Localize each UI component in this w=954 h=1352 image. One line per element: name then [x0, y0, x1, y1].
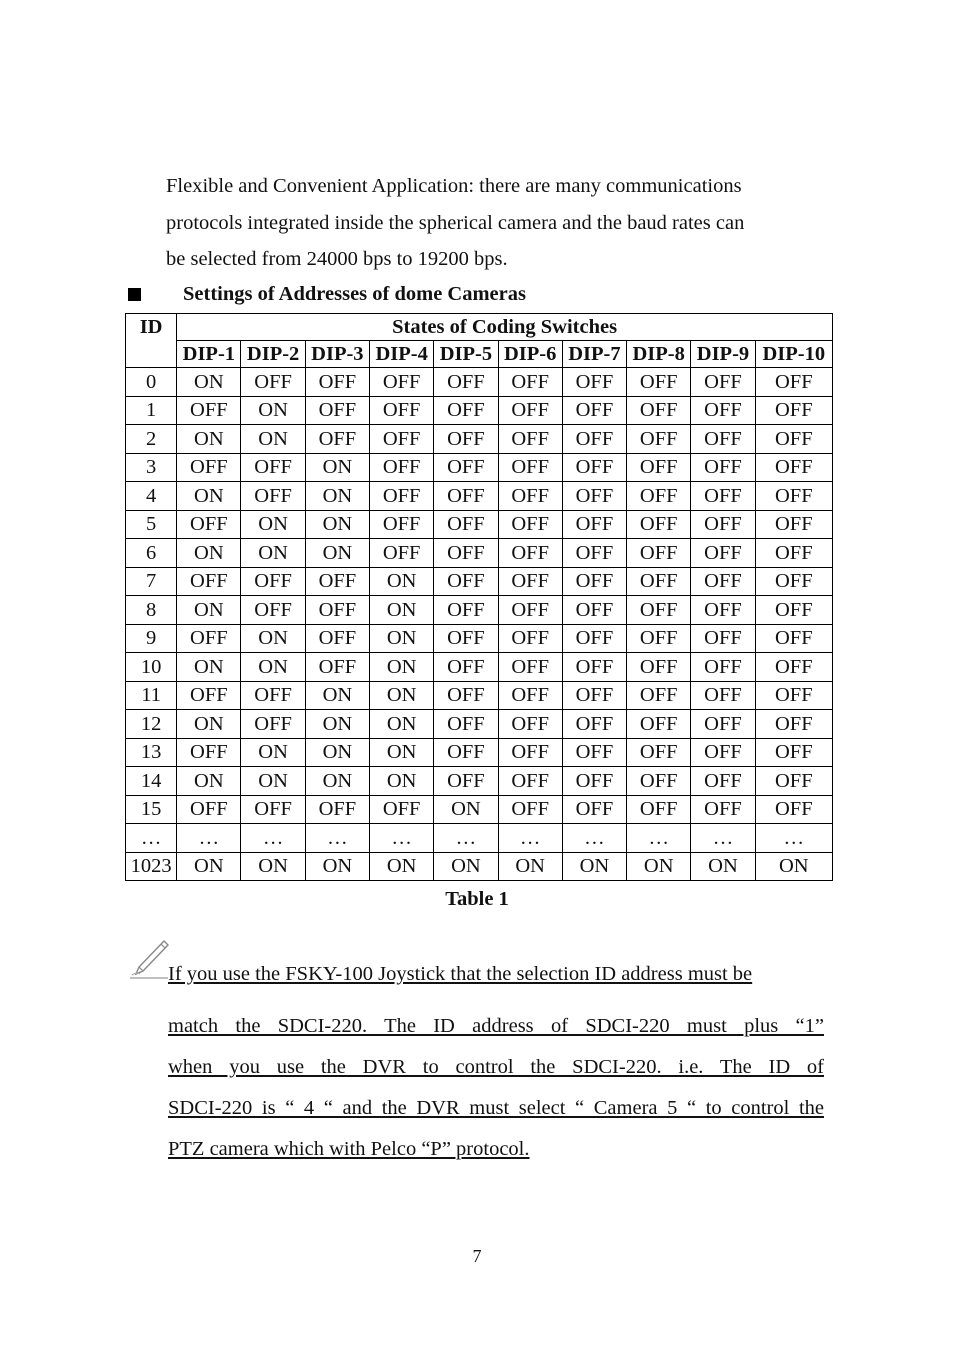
switch-state-cell: OFF [498, 767, 562, 796]
switch-state-cell: OFF [627, 738, 691, 767]
switch-state-cell: OFF [562, 681, 626, 710]
switch-state-cell: OFF [755, 425, 832, 454]
note-line: SDCI-220 is “ 4 “ and the DVR must select “ Camera 5 “ to control the [168, 1097, 824, 1119]
note-line: PTZ camera which with Pelco “P” protocol. [168, 1138, 530, 1160]
table-row [126, 567, 833, 596]
switch-state-cell: OFF [241, 567, 305, 596]
switch-state-cell: ON [434, 795, 498, 824]
switch-state-cell: ON [241, 539, 305, 568]
note-line: If you use the FSKY-100 Joystick that the selection ID address must be [168, 963, 753, 985]
table-row [126, 596, 833, 625]
switch-state-cell: OFF [498, 738, 562, 767]
switch-state-cell: OFF [305, 567, 369, 596]
table-row [126, 539, 833, 568]
switch-state-cell: ON [370, 567, 434, 596]
switch-state-cell: … [434, 824, 498, 853]
switch-state-cell: OFF [627, 710, 691, 739]
switch-state-cell: OFF [305, 396, 369, 425]
switch-state-cell: … [755, 824, 832, 853]
id-cell: 13 [126, 738, 177, 767]
switch-state-cell: OFF [434, 368, 498, 397]
switch-state-cell: OFF [498, 453, 562, 482]
switch-state-cell: OFF [434, 539, 498, 568]
switch-state-cell: OFF [305, 795, 369, 824]
switch-state-cell: OFF [691, 624, 755, 653]
id-cell: … [126, 824, 177, 853]
switch-state-cell: OFF [562, 710, 626, 739]
switch-state-cell: OFF [627, 368, 691, 397]
switch-state-cell: OFF [562, 482, 626, 511]
table-row [126, 425, 833, 454]
id-cell: 2 [126, 425, 177, 454]
switch-state-cell: ON [177, 852, 241, 881]
switch-state-cell: OFF [755, 596, 832, 625]
switch-state-cell: ON [370, 852, 434, 881]
switch-state-cell: ON [691, 852, 755, 881]
switch-state-cell: ON [305, 681, 369, 710]
switch-state-cell: OFF [755, 482, 832, 511]
switch-state-cell: OFF [627, 396, 691, 425]
switch-state-cell: ON [177, 653, 241, 682]
table-row [126, 738, 833, 767]
switch-state-cell: OFF [562, 539, 626, 568]
switch-state-cell: OFF [434, 767, 498, 796]
id-cell: 1023 [126, 852, 177, 881]
switch-state-cell: OFF [691, 539, 755, 568]
dip-column-header: DIP-1 [177, 341, 241, 368]
switch-state-cell: ON [305, 767, 369, 796]
table-row [126, 368, 833, 397]
dip-column-header: DIP-4 [370, 341, 434, 368]
switch-state-cell: OFF [434, 453, 498, 482]
switch-state-cell: OFF [562, 624, 626, 653]
switch-state-cell: OFF [241, 710, 305, 739]
table-row [126, 681, 833, 710]
switch-state-cell: OFF [627, 510, 691, 539]
switch-state-cell: OFF [755, 710, 832, 739]
switch-state-cell: ON [177, 767, 241, 796]
switch-state-cell: ON [241, 510, 305, 539]
switch-state-cell: OFF [627, 567, 691, 596]
switch-state-cell: OFF [562, 510, 626, 539]
switch-state-cell: OFF [755, 510, 832, 539]
switch-state-cell: OFF [562, 738, 626, 767]
switch-state-cell: OFF [691, 368, 755, 397]
switch-state-cell: OFF [177, 567, 241, 596]
note-line: when you use the DVR to control the SDCI-220. i.e. The ID of [168, 1056, 824, 1078]
switch-state-cell: OFF [691, 510, 755, 539]
switch-state-cell: ON [370, 624, 434, 653]
switch-state-cell: OFF [691, 567, 755, 596]
switch-state-cell: OFF [562, 795, 626, 824]
switch-state-cell: OFF [755, 653, 832, 682]
switch-state-cell: ON [305, 453, 369, 482]
switch-state-cell: OFF [627, 767, 691, 796]
table-row [126, 482, 833, 511]
intro-line: Flexible and Convenient Application: there are many communications [166, 175, 742, 197]
switch-state-cell: OFF [755, 453, 832, 482]
switch-state-cell: OFF [691, 710, 755, 739]
switch-state-cell: OFF [691, 681, 755, 710]
switch-state-cell: OFF [562, 596, 626, 625]
switch-state-cell: ON [177, 539, 241, 568]
dip-column-header: DIP-9 [691, 341, 755, 368]
switch-state-cell: ON [305, 852, 369, 881]
switch-state-cell: OFF [562, 425, 626, 454]
switch-state-cell: OFF [305, 624, 369, 653]
table-row [126, 396, 833, 425]
switch-state-cell: ON [498, 852, 562, 881]
switch-state-cell: OFF [498, 624, 562, 653]
switch-state-cell: OFF [627, 681, 691, 710]
switch-state-cell: OFF [370, 795, 434, 824]
table-body [126, 368, 833, 881]
switch-state-cell: OFF [241, 453, 305, 482]
switch-state-cell: OFF [177, 453, 241, 482]
switch-state-cell: ON [241, 624, 305, 653]
switch-state-cell: OFF [177, 396, 241, 425]
switch-state-cell: ON [241, 767, 305, 796]
id-cell: 14 [126, 767, 177, 796]
switch-state-cell: OFF [370, 510, 434, 539]
id-cell: 4 [126, 482, 177, 511]
table-caption: Table 1 [445, 888, 509, 910]
switch-state-cell: … [498, 824, 562, 853]
table-row [126, 653, 833, 682]
id-cell: 5 [126, 510, 177, 539]
table-row [126, 710, 833, 739]
pen-note-icon [128, 938, 172, 982]
dip-column-header: DIP-10 [755, 341, 832, 368]
table-row [126, 852, 833, 881]
switch-state-cell: OFF [370, 425, 434, 454]
switch-state-cell: ON [370, 738, 434, 767]
switch-state-cell: OFF [498, 368, 562, 397]
id-cell: 7 [126, 567, 177, 596]
switch-state-cell: OFF [627, 653, 691, 682]
switch-state-cell: OFF [755, 795, 832, 824]
switch-state-cell: OFF [241, 681, 305, 710]
switch-state-cell: ON [177, 482, 241, 511]
switch-state-cell: OFF [627, 425, 691, 454]
switch-state-cell: OFF [627, 795, 691, 824]
section-heading-text: Settings of Addresses of dome Cameras [183, 282, 526, 305]
dip-column-header: DIP-2 [241, 341, 305, 368]
table-row [126, 453, 833, 482]
switch-state-cell: ON [370, 710, 434, 739]
dip-column-header: DIP-5 [434, 341, 498, 368]
switch-state-cell: OFF [305, 596, 369, 625]
switch-state-cell: OFF [627, 596, 691, 625]
intro-line: protocols integrated inside the spherical camera and the baud rates can [166, 211, 745, 234]
intro-paragraph [166, 168, 826, 278]
switch-state-cell: OFF [434, 624, 498, 653]
id-cell: 11 [126, 681, 177, 710]
switch-state-cell: ON [434, 852, 498, 881]
switch-state-cell: ON [241, 396, 305, 425]
switch-state-cell: OFF [498, 482, 562, 511]
switch-state-cell: OFF [627, 539, 691, 568]
switch-state-cell: OFF [691, 738, 755, 767]
dip-column-header: DIP-3 [305, 341, 369, 368]
switch-state-cell: OFF [434, 653, 498, 682]
id-cell: 10 [126, 653, 177, 682]
switch-state-cell: OFF [241, 795, 305, 824]
dip-column-header: DIP-8 [627, 341, 691, 368]
id-cell: 12 [126, 710, 177, 739]
switch-state-cell: OFF [177, 738, 241, 767]
switch-state-cell: OFF [691, 767, 755, 796]
switch-state-cell: OFF [498, 681, 562, 710]
dip-switch-table [125, 313, 833, 881]
switch-state-cell: ON [305, 738, 369, 767]
switch-state-cell: OFF [755, 624, 832, 653]
note-line: match the SDCI-220. The ID address of SDCI-220 must plus “1” [168, 1015, 824, 1037]
switch-state-cell: … [177, 824, 241, 853]
switch-state-cell: OFF [691, 795, 755, 824]
switch-state-cell: ON [755, 852, 832, 881]
switch-state-cell: OFF [755, 567, 832, 596]
id-cell: 3 [126, 453, 177, 482]
section-heading [128, 280, 526, 308]
switch-state-cell: … [370, 824, 434, 853]
id-cell: 8 [126, 596, 177, 625]
dip-column-header: DIP-6 [498, 341, 562, 368]
table-row [126, 795, 833, 824]
switch-state-cell: OFF [562, 453, 626, 482]
switch-state-cell: … [691, 824, 755, 853]
switch-state-cell: ON [627, 852, 691, 881]
switch-state-cell: OFF [370, 453, 434, 482]
switch-state-cell: OFF [627, 482, 691, 511]
switch-state-cell: OFF [498, 710, 562, 739]
joystick-note [168, 958, 824, 1174]
switch-state-cell: OFF [691, 482, 755, 511]
switch-state-cell: OFF [691, 425, 755, 454]
switch-state-cell: OFF [177, 681, 241, 710]
switch-state-cell: OFF [562, 653, 626, 682]
table-row [126, 510, 833, 539]
switch-state-cell: … [627, 824, 691, 853]
switch-state-cell: OFF [755, 738, 832, 767]
switch-state-cell: ON [370, 767, 434, 796]
switch-state-cell: … [562, 824, 626, 853]
switch-state-cell: OFF [498, 425, 562, 454]
table-row [126, 824, 833, 853]
switch-state-cell: OFF [434, 482, 498, 511]
switch-state-cell: OFF [370, 539, 434, 568]
switch-state-cell: ON [177, 710, 241, 739]
switch-state-cell: OFF [434, 567, 498, 596]
switch-state-cell: OFF [370, 396, 434, 425]
switch-state-cell: OFF [562, 396, 626, 425]
switch-state-cell: OFF [498, 510, 562, 539]
switch-state-cell: OFF [562, 767, 626, 796]
switch-state-cell: OFF [562, 368, 626, 397]
switch-state-cell: ON [305, 539, 369, 568]
switch-state-cell: OFF [241, 596, 305, 625]
id-cell: 6 [126, 539, 177, 568]
switch-state-cell: OFF [177, 624, 241, 653]
switch-state-cell: OFF [498, 539, 562, 568]
switch-state-cell: ON [370, 681, 434, 710]
switch-state-cell: OFF [755, 368, 832, 397]
switch-state-cell: OFF [434, 596, 498, 625]
switch-state-cell: OFF [305, 653, 369, 682]
switch-state-cell: OFF [498, 596, 562, 625]
switch-state-cell: ON [177, 368, 241, 397]
switch-state-cell: ON [241, 852, 305, 881]
switch-state-cell: OFF [498, 396, 562, 425]
switch-state-cell: OFF [434, 738, 498, 767]
switch-state-cell: OFF [434, 510, 498, 539]
switch-state-cell: OFF [498, 795, 562, 824]
switch-state-cell: ON [305, 482, 369, 511]
switch-state-cell: OFF [755, 767, 832, 796]
switch-state-cell: OFF [370, 368, 434, 397]
switch-state-cell: OFF [498, 653, 562, 682]
switch-state-cell: OFF [755, 681, 832, 710]
id-column-header: ID [126, 314, 177, 368]
switch-state-cell: … [305, 824, 369, 853]
switch-state-cell: OFF [370, 482, 434, 511]
id-cell: 15 [126, 795, 177, 824]
switch-states-header: States of Coding Switches [177, 314, 833, 341]
id-cell: 1 [126, 396, 177, 425]
page-number: 7 [472, 1246, 482, 1266]
table-row [126, 767, 833, 796]
switch-state-cell: OFF [691, 453, 755, 482]
intro-line: be selected from 24000 bps to 19200 bps. [166, 248, 508, 270]
switch-state-cell: OFF [691, 396, 755, 425]
switch-state-cell: ON [370, 596, 434, 625]
switch-state-cell: ON [177, 425, 241, 454]
switch-state-cell: OFF [562, 567, 626, 596]
switch-state-cell: ON [305, 510, 369, 539]
switch-state-cell: OFF [434, 396, 498, 425]
switch-state-cell: OFF [434, 710, 498, 739]
switch-state-cell: ON [370, 653, 434, 682]
switch-state-cell: OFF [305, 368, 369, 397]
switch-state-cell: OFF [627, 453, 691, 482]
id-cell: 0 [126, 368, 177, 397]
switch-state-cell: OFF [755, 539, 832, 568]
switch-state-cell: ON [562, 852, 626, 881]
switch-state-cell: OFF [434, 681, 498, 710]
switch-state-cell: OFF [241, 482, 305, 511]
switch-state-cell: OFF [627, 624, 691, 653]
column-header-row [126, 341, 833, 368]
switch-state-cell: … [241, 824, 305, 853]
switch-state-cell: OFF [498, 567, 562, 596]
switch-state-cell: ON [241, 425, 305, 454]
id-cell: 9 [126, 624, 177, 653]
switch-state-cell: ON [241, 653, 305, 682]
switch-state-cell: ON [241, 738, 305, 767]
switch-state-cell: OFF [434, 425, 498, 454]
table-row [126, 624, 833, 653]
switch-state-cell: ON [305, 710, 369, 739]
switch-state-cell: OFF [177, 510, 241, 539]
switch-state-cell: OFF [691, 596, 755, 625]
dip-column-header: DIP-7 [562, 341, 626, 368]
switch-state-cell: OFF [305, 425, 369, 454]
switch-state-cell: OFF [755, 396, 832, 425]
switch-state-cell: OFF [241, 368, 305, 397]
square-bullet-icon [128, 288, 141, 301]
switch-state-cell: ON [177, 596, 241, 625]
switch-state-cell: OFF [177, 795, 241, 824]
switch-state-cell: OFF [691, 653, 755, 682]
